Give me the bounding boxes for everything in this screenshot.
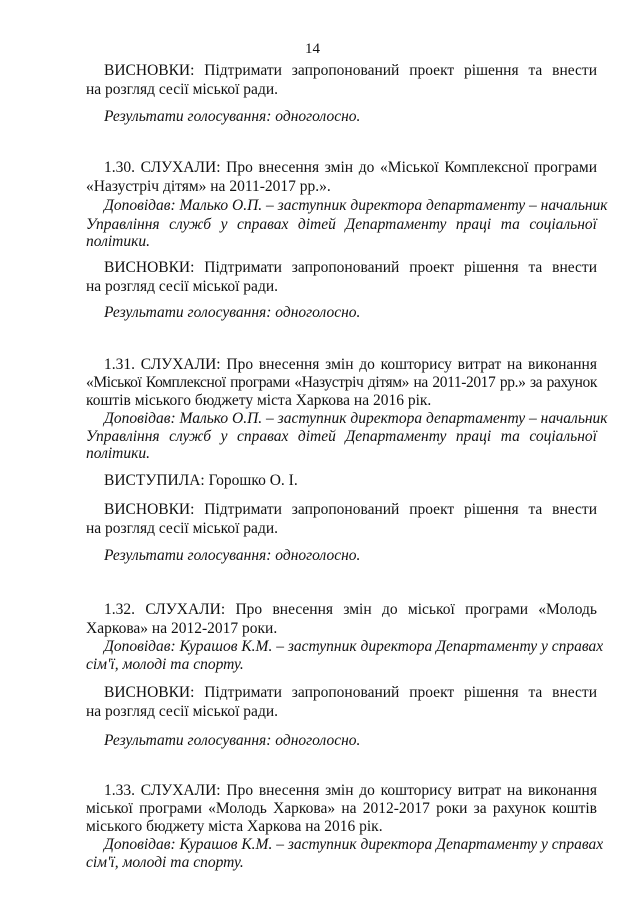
conclusion-line: ВИСНОВКИ: Підтримати запропонований проект рішення та внести [104,684,597,701]
vote-result: Результати голосування: одноголосно. [104,108,361,125]
conclusion-line: на розгляд сесії міської ради. [86,520,278,537]
speaker-line: Доповідав: Малько О.П. – заступник директора департаменту – начальник [104,410,608,427]
heard-line: 1.31. СЛУХАЛИ: Про внесення змін до кошторису витрат на виконання [104,356,597,373]
vote-result: Результати голосування: одноголосно. [104,304,361,321]
conclusion-line: ВИСНОВКИ: Підтримати запропонований проект рішення та внести [104,501,597,518]
speaker-line: сім'ї, молоді та спорту. [86,656,244,673]
heard-line: міської програми «Молодь Харкова» на 2012-2017 роки за рахунок коштів [86,800,597,817]
speaker-line: політики. [86,233,150,250]
heard-line: «Назустріч дітям» на 2011-2017 рр.». [86,178,331,195]
heard-line: міського бюджету міста Харкова на 2016 рік. [86,818,383,835]
speaker-line: політики. [86,445,150,462]
conclusion-line: на розгляд сесії міської ради. [86,278,278,295]
speaker-line: Управління служб у справах дітей Департаменту праці та соціальної [86,216,597,233]
speaker-line: Доповідав: Курашов К.М. – заступник директора Департаменту у справах [104,638,604,655]
conclusion-line: ВИСНОВКИ: Підтримати запропонований проект рішення та внести [104,62,597,79]
page-number: 14 [305,41,320,57]
speaker-line: Управління служб у справах дітей Департаменту праці та соціальної [86,428,597,445]
conclusion-line: ВИСНОВКИ: Підтримати запропонований проект рішення та внести [104,259,597,276]
speaker-line: сім'ї, молоді та спорту. [86,854,244,871]
vote-result: Результати голосування: одноголосно. [104,547,361,564]
vote-result: Результати голосування: одноголосно. [104,732,361,749]
speaker-line: Доповідав: Малько О.П. – заступник директора департаменту – начальник [104,197,608,214]
heard-line: 1.30. СЛУХАЛИ: Про внесення змін до «Міської Комплексної програми [104,159,597,176]
speaker-line: Доповідав: Курашов К.М. – заступник директора Департаменту у справах [104,836,604,853]
heard-line: «Міської Комплексної програми «Назустріч дітям» на 2011-2017 рр.» за рахунок [86,374,597,391]
heard-line: коштів міського бюджету міста Харкова на 2016 рік. [86,392,432,409]
heard-line: Харкова» на 2012-2017 роки. [86,620,278,637]
conclusion-line: на розгляд сесії міської ради. [86,81,278,98]
heard-line: 1.32. СЛУХАЛИ: Про внесення змін до міської програми «Молодь [104,601,597,618]
conclusion-line: на розгляд сесії міської ради. [86,703,278,720]
speech-line: ВИСТУПИЛА: Горошко О. І. [104,472,298,489]
heard-line: 1.33. СЛУХАЛИ: Про внесення змін до кошторису витрат на виконання [104,782,597,799]
